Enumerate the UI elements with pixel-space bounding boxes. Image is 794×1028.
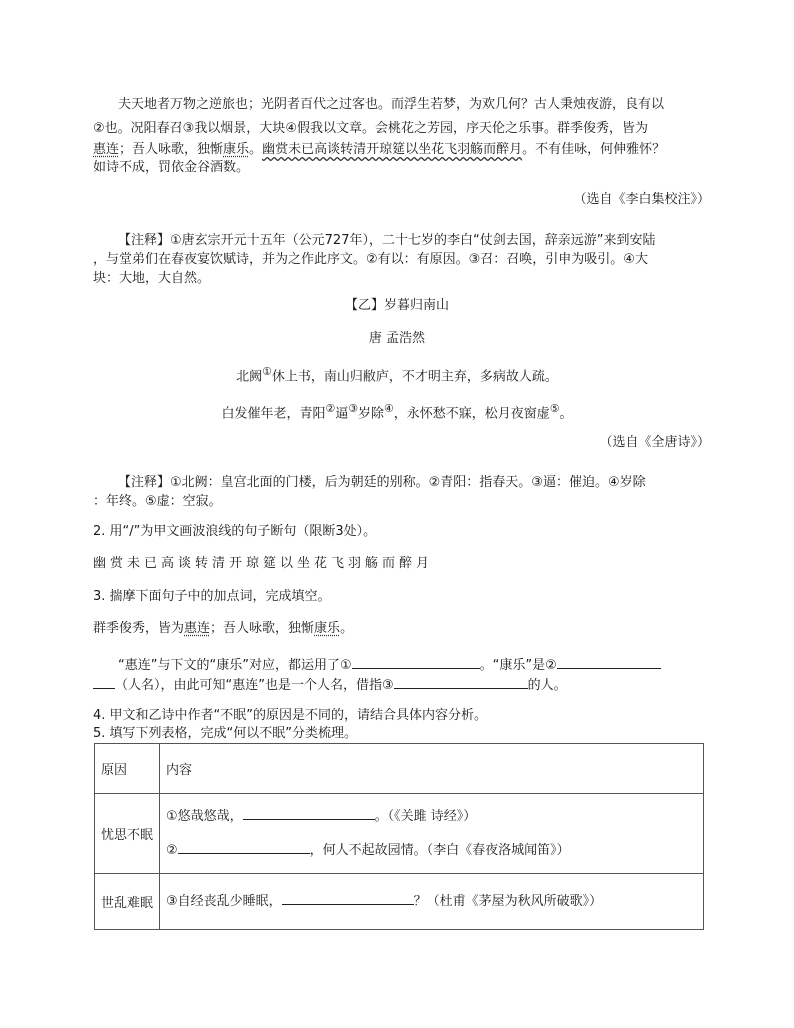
table-header-row (95, 744, 704, 794)
question-2-sentence: 幽赏未已高谈转清开琼筵以坐花飞羽觞而醉月 (93, 556, 434, 571)
q3-text: ；吾人咏歌，独惭 (210, 621, 315, 636)
row-content (160, 874, 704, 930)
header-content: 内容 (160, 744, 704, 794)
dotted-word-kangle: 康乐 (223, 142, 250, 157)
jia-line-2 (93, 120, 648, 138)
dotted-word-huilian: 惠连 (93, 142, 120, 157)
note1-line-2: ，与堂弟们在春夜宴饮赋诗，并为之作此序文。②有以：有原因。③召：召唤，引申为吸引。④大 (93, 252, 648, 267)
poem-text: 逼 (335, 406, 349, 422)
question-3: 3. 揣摩下面句子中的加点词，完成填空。 (93, 589, 331, 604)
cell-text: ？（杜甫《茅屋为秋风所破歌》） (413, 893, 603, 909)
note2-line-1: 【注释】①北阙：皇宫北面的门楼，后为朝廷的别称。②青阳：指春天。③逼：催迫。④岁除 (118, 475, 646, 490)
note1-line-3: 块：大地，大自然。 (93, 271, 211, 286)
cell-text: 。（《关雎 诗经》） (374, 808, 477, 824)
note2-line-2: ：年终。⑤虚：空寂。 (93, 494, 222, 509)
jia-text: ④假我以文章。会桃花之芳园，序天伦之乐事。群季俊秀，皆为 (285, 121, 648, 136)
poem-source: （选自《全唐诗》） (599, 435, 710, 450)
jia-text: ②也。况阳春召 (93, 121, 183, 136)
question-3-sentence (93, 620, 353, 638)
poem-title: 【乙】岁暮归南山 (344, 298, 449, 313)
question-3-fill-1 (118, 654, 661, 675)
note-marker: ③ (348, 402, 358, 415)
question-5: 5. 填写下列表格，完成“何以不眠”分类梳理。 (93, 726, 358, 741)
classification-table (94, 743, 704, 930)
answer-blank-table-3[interactable] (282, 890, 414, 905)
q3-text: 群季俊秀，皆为 (93, 621, 185, 636)
note1-line-1: 【注释】①唐玄宗开元十五年（公元727年），二十七岁的李白“仗剑去国，辞亲远游”来到安陆 (118, 233, 656, 248)
row-content-line (166, 890, 697, 914)
jia-text: 夫天地者万物之逆旅也；光阴者百代之过客也。而浮生若梦，为欢几何？古人秉烛夜游，良有以 (118, 97, 665, 112)
answer-blank-1[interactable] (352, 654, 480, 669)
answer-blank-table-1[interactable] (243, 805, 375, 820)
poem-text: 休上书，南山归敝庐，不才明主弃，多病故人疏。 (271, 369, 558, 385)
poem-author: 唐 孟浩然 (368, 331, 426, 346)
cell-text: ③自经丧乱少睡眠， (166, 893, 282, 909)
answer-blank-2[interactable] (557, 654, 661, 669)
poem-line-2 (0, 400, 794, 423)
q3-text: （人名），由此可知“惠连”也是一个人名，借指③ (115, 678, 394, 693)
note-marker: ① (262, 365, 272, 378)
cell-text: ② (166, 842, 178, 858)
jia-text: ；吾人咏歌，独惭 (119, 142, 224, 157)
jia-text: ③我以烟景，大块 (182, 121, 286, 136)
table-row (95, 874, 704, 930)
question-2: 2. 用“/”为甲文画波浪线的句子断句（限断3处）。 (93, 524, 377, 539)
poem-line-1 (0, 363, 794, 386)
poem-text: 白发催年老，青阳 (221, 406, 326, 422)
answer-blank-3[interactable] (394, 674, 528, 689)
header-reason: 原因 (95, 744, 160, 794)
jia-text: 如诗不成，罚依金谷酒数。 (93, 160, 250, 175)
dotted-word-kangle: 康乐 (314, 621, 341, 636)
cell-text: ①悠哉悠哉， (166, 808, 243, 824)
row-reason-worry: 忧思不眠 (95, 794, 160, 874)
poem-text: 北阙 (236, 369, 263, 385)
jia-line-3 (93, 141, 665, 159)
jia-text: 。不有佳咏，何伸雅怀？ (522, 142, 666, 157)
q3-text: 。 (340, 621, 354, 636)
q3-text: 的人。 (527, 678, 567, 693)
note-marker: ④ (384, 402, 394, 415)
q3-text: 。“康乐”是② (479, 658, 557, 673)
answer-blank-table-2[interactable] (178, 839, 310, 854)
row-content-line (166, 839, 697, 863)
note-marker: ② (325, 402, 336, 415)
question-3-fill-2 (93, 674, 567, 695)
cell-text: ，何人不起故园情。（李白《春夜洛城闻笛》） (309, 842, 570, 858)
row-content (160, 794, 704, 874)
poem-text: 。 (559, 406, 573, 422)
note-marker: ⑤ (549, 402, 560, 415)
row-content-line (166, 805, 697, 829)
dotted-word-huilian: 惠连 (184, 621, 211, 636)
wavy-underlined-sentence: 幽赏未已高谈转清开琼筵以坐花飞羽觞而醉月 (262, 142, 523, 157)
jia-line-1 (118, 96, 664, 114)
question-4: 4. 甲文和乙诗中作者“不眠”的原因是不同的，请结合具体内容分析。 (93, 708, 488, 723)
poem-text: ，永怀愁不寐，松月夜窗虚 (393, 406, 550, 422)
table-row (95, 794, 704, 874)
jia-text: 。 (249, 142, 263, 157)
answer-blank-2-cont[interactable] (93, 674, 115, 689)
jia-source: （选自《李白集校注》） (573, 192, 710, 207)
poem-text: 岁除 (357, 406, 384, 422)
jia-line-4 (93, 159, 249, 177)
row-reason-turmoil: 世乱难眠 (95, 874, 160, 930)
q3-text: “惠连”与下文的“康乐”对应，都运用了① (118, 658, 352, 673)
